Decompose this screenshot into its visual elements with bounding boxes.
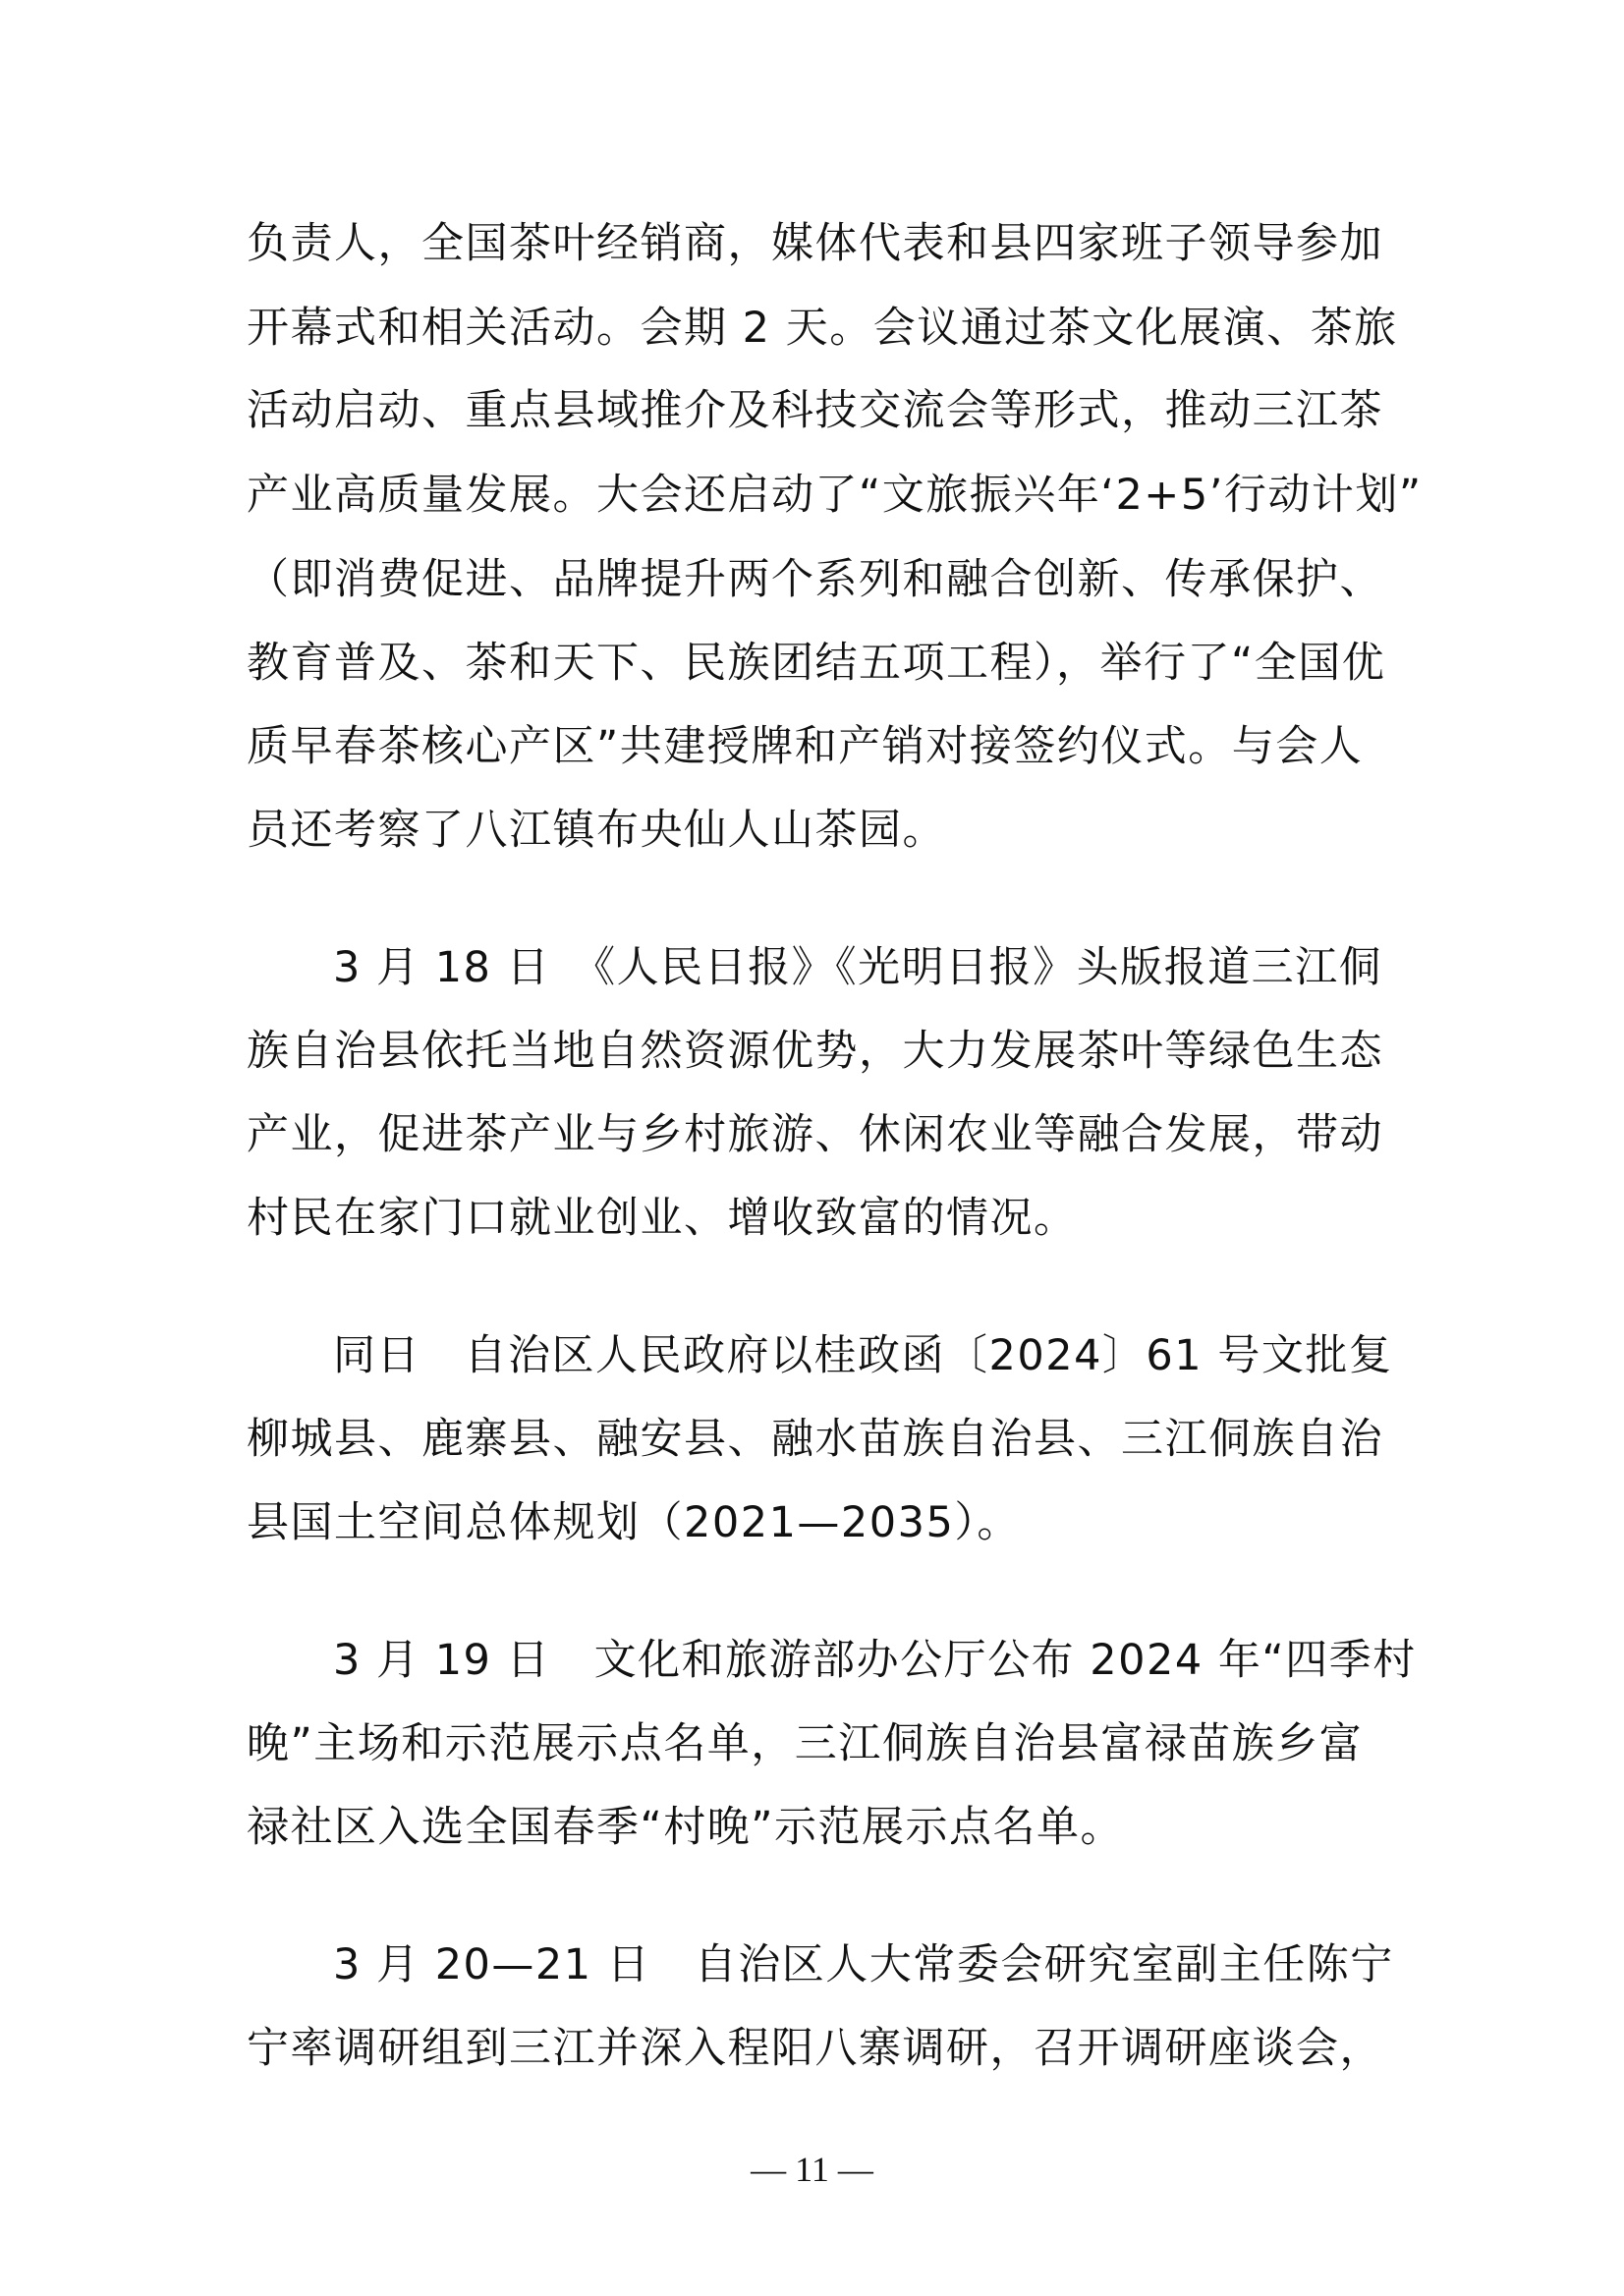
paragraph-3-line-2: 柳城县、鹿寨县、融安县、融水苗族自治县、三江侗族自治 [247,1415,1383,1464]
paragraph-1-line-6: 教育普及、茶和天下、民族团结五项工程），举行了“全国优 [247,639,1386,688]
paragraph-2-line-4: 村民在家门口就业创业、增收致富的情况。 [247,1194,1078,1243]
paragraph-4-line-3: 禄社区入选全国春季“村晚”示范展示点名单。 [247,1803,1125,1852]
paragraph-1-line-3: 活动启动、重点县域推介及科技交流会等形式，推动三江茶 [247,386,1383,435]
paragraph-5-line-2: 宁率调研组到三江并深入程阳八寨调研，召开调研座谈会， [247,2024,1383,2073]
paragraph-4-line-1: 3 月 19 日 文化和旅游部办公厅公布 2024 年“四季村 [333,1636,1417,1685]
paragraph-2-line-2: 族自治县依托当地自然资源优势，大力发展茶叶等绿色生态 [247,1027,1383,1076]
paragraph-3-line-3: 县国土空间总体规划（2021—2035）。 [247,1498,1021,1547]
paragraph-1-line-4: 产业高质量发展。大会还启动了“文旅振兴年‘2+5’行动计划” [247,471,1423,520]
paragraph-1-line-2: 开幕式和相关活动。会期 2 天。会议通过茶文化展演、茶旅 [247,304,1398,353]
paragraph-1-line-8: 员还考察了八江镇布央仙人山茶园。 [247,806,946,855]
paragraph-1-line-7: 质早春茶核心产区”共建授牌和产销对接签约仪式。与会人 [247,722,1364,771]
paragraph-1-line-5: （即消费促进、品牌提升两个系列和融合创新、传承保护、 [247,555,1383,604]
paragraph-5-line-1: 3 月 20—21 日 自治区人大常委会研究室副主任陈宁 [333,1940,1394,1989]
paragraph-3-line-1: 同日 自治区人民政府以桂政函〔2024〕61 号文批复 [333,1331,1393,1380]
paragraph-2-line-1: 3 月 18 日 《人民日报》《光明日报》头版报道三江侗 [333,943,1383,992]
page-number: — 11 — [751,2150,873,2189]
paragraph-1-line-1: 负责人，全国茶叶经销商，媒体代表和县四家班子领导参加 [247,219,1383,268]
paragraph-2-line-3: 产业，促进茶产业与乡村旅游、休闲农业等融合发展，带动 [247,1110,1383,1159]
paragraph-4-line-2: 晚”主场和示范展示点名单，三江侗族自治县富禄苗族乡富 [247,1719,1364,1768]
